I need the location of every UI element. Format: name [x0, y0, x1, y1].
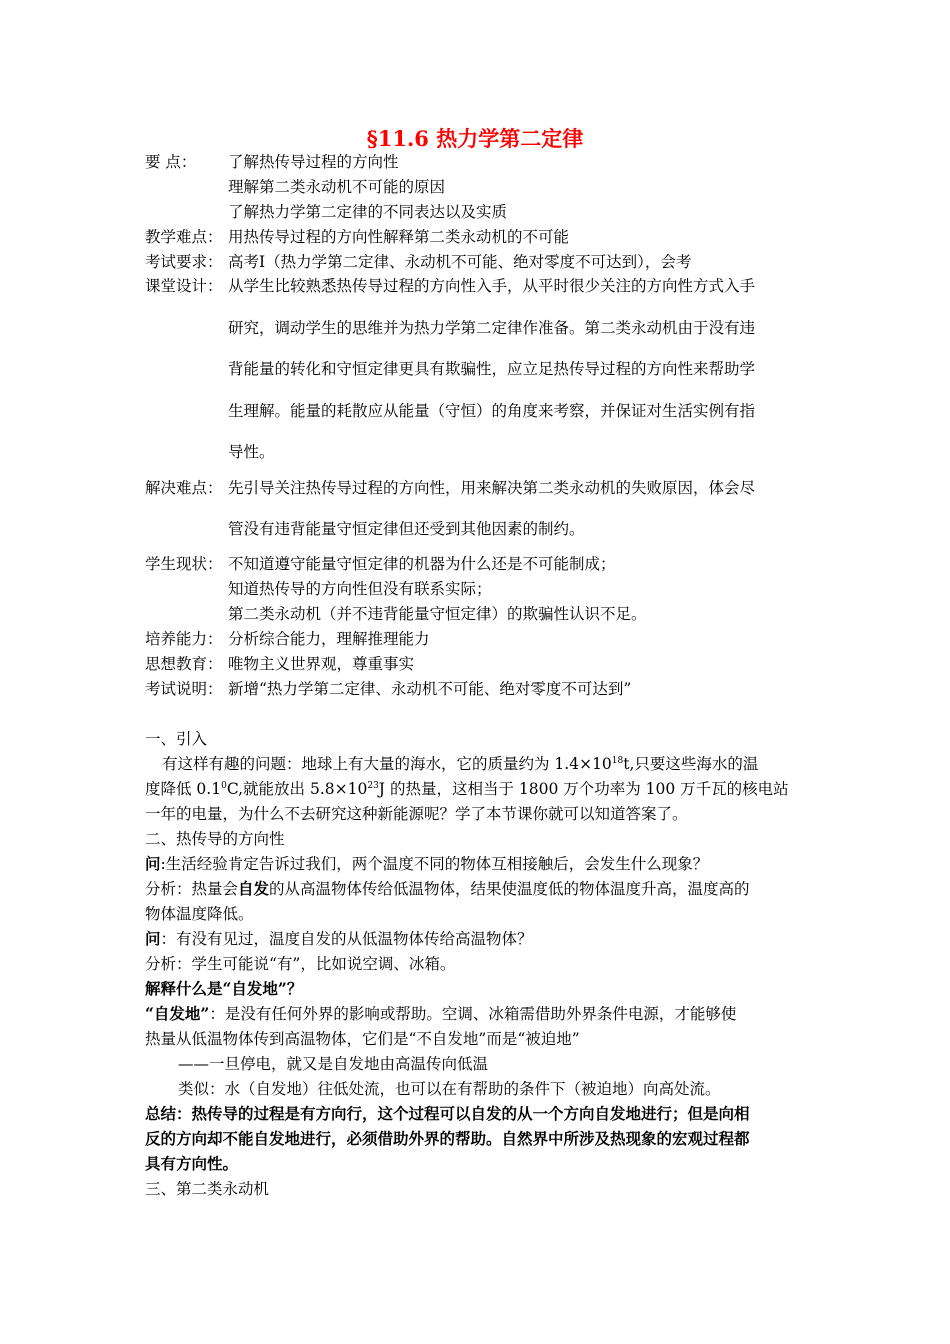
key-point-2: 理解第二类永动机不可能的原因: [228, 178, 446, 196]
question-1: 问:生活经验肯定告诉过我们，两个温度不同的物体互相接触后，会发生什么现象？: [145, 854, 709, 873]
summary-line-2: 反的方向却不能自发地进行，必须借助外界的帮助。自然界中所涉及热现象的宏观过程都: [145, 1129, 750, 1148]
explain-line-2: 热量从低温物体传到高温物体，它们是“不自发地”而是“被迫地”: [145, 1030, 580, 1048]
exam-requirement-text: 高考Ⅰ（热力学第二定律、永动机不可能、绝对零度不可达到），会考: [228, 253, 692, 271]
ability-text: 分析综合能力，理解推理能力: [228, 630, 430, 648]
ideology-label: 思想教育：: [145, 655, 223, 673]
explain-question: 解释什么是“自发地”？: [145, 979, 303, 998]
page-title: §11.6 热力学第二定律: [366, 126, 584, 151]
status-label: 学生现状：: [145, 555, 223, 573]
exam-note-text: 新增“热力学第二定律、永动机不可能、绝对零度不可达到”: [228, 680, 632, 698]
design-line-4: 生理解。能量的耗散应从能量（守恒）的角度来考察，并保证对生活实例有指: [228, 402, 756, 420]
ability-label: 培养能力：: [145, 630, 223, 648]
status-line-3: 第二类永动机（并不违背能量守恒定律）的欺骗性认识不足。: [228, 605, 647, 623]
ideology-text: 唯物主义世界观，尊重事实: [228, 655, 415, 673]
key-points-label: 要 点：: [145, 153, 197, 171]
summary-line-3: 具有方向性。: [145, 1154, 239, 1173]
design-label: 课堂设计：: [145, 277, 223, 295]
analysis-2: 分析：学生可能说“有”，比如说空调、冰箱。: [145, 955, 456, 973]
explain-line-3: ——一旦停电，就又是自发地由高温传向低温: [178, 1055, 489, 1073]
key-point-1: 了解热传导过程的方向性: [228, 153, 399, 171]
difficulty-text: 用热传导过程的方向性解释第二类永动机的不可能: [228, 228, 570, 246]
explain-line-4: 类似：水（自发地）往低处流，也可以在有帮助的条件下（被迫地）向高处流。: [178, 1080, 721, 1098]
difficulty-label: 教学难点：: [145, 228, 223, 246]
solve-label: 解决难点：: [145, 479, 223, 497]
intro-line-1: 有这样有趣的问题：地球上有大量的海水，它的质量约为 $1.4\times 10^{18}t$,只要这些海水的温: [162, 755, 759, 773]
analysis-1-line-1: 分析：热量会自发的从高温物体传给低温物体，结果使温度低的物体温度升高，温度高的: [145, 879, 750, 898]
question-2: 问：有没有见过，温度自发的从低温物体传给高温物体？: [145, 929, 533, 948]
solve-line-2: 管没有违背能量守恒定律但还受到其他因素的制约。: [228, 520, 585, 538]
design-line-3: 背能量的转化和守恒定律更具有欺骗性，应立足热传导过程的方向性来帮助学: [228, 360, 756, 378]
exam-requirement-label: 考试要求：: [145, 253, 223, 271]
section-heading-heat-conduction: 二、热传导的方向性: [145, 830, 285, 848]
intro-line-3: 一年的电量，为什么不去研究这种新能源呢？学了本节课你就可以知道答案了。: [145, 805, 688, 823]
design-line-2: 研究，调动学生的思维并为热力学第二定律作准备。第二类永动机由于没有违: [228, 319, 756, 337]
design-line-5: 导性。: [228, 443, 275, 461]
explain-line-1: “自发地”：是没有任何外界的影响或帮助。空调、冰箱需借助外界条件电源，才能够使: [145, 1004, 737, 1023]
key-point-3: 了解热力学第二定律的不同表达以及实质: [228, 203, 508, 221]
exam-note-label: 考试说明：: [145, 680, 223, 698]
analysis-1-line-2: 物体温度降低。: [145, 905, 254, 923]
design-line-1: 从学生比较熟悉热传导过程的方向性入手，从平时很少关注的方向性方式入手: [228, 277, 756, 295]
summary-line-1: 总结：热传导的过程是有方向行，这个过程可以自发的从一个方向自发地进行；但是向相: [145, 1104, 750, 1123]
section-heading-perpetual-motion: 三、第二类永动机: [145, 1180, 270, 1198]
solve-line-1: 先引导关注热传导过程的方向性，用来解决第二类永动机的失败原因，体会尽: [228, 479, 756, 497]
intro-line-2: 度降低 $0.1^0C$,就能放出 $5.8\times 10^{23}J$ 的热量，这相当于 1800 万个功率为 100 万千瓦的核电站: [145, 780, 789, 798]
status-line-1: 不知道遵守能量守恒定律的机器为什么还是不可能制成；: [228, 555, 616, 573]
status-line-2: 知道热传导的方向性但没有联系实际；: [228, 580, 492, 598]
section-heading-intro: 一、引入: [145, 730, 208, 748]
